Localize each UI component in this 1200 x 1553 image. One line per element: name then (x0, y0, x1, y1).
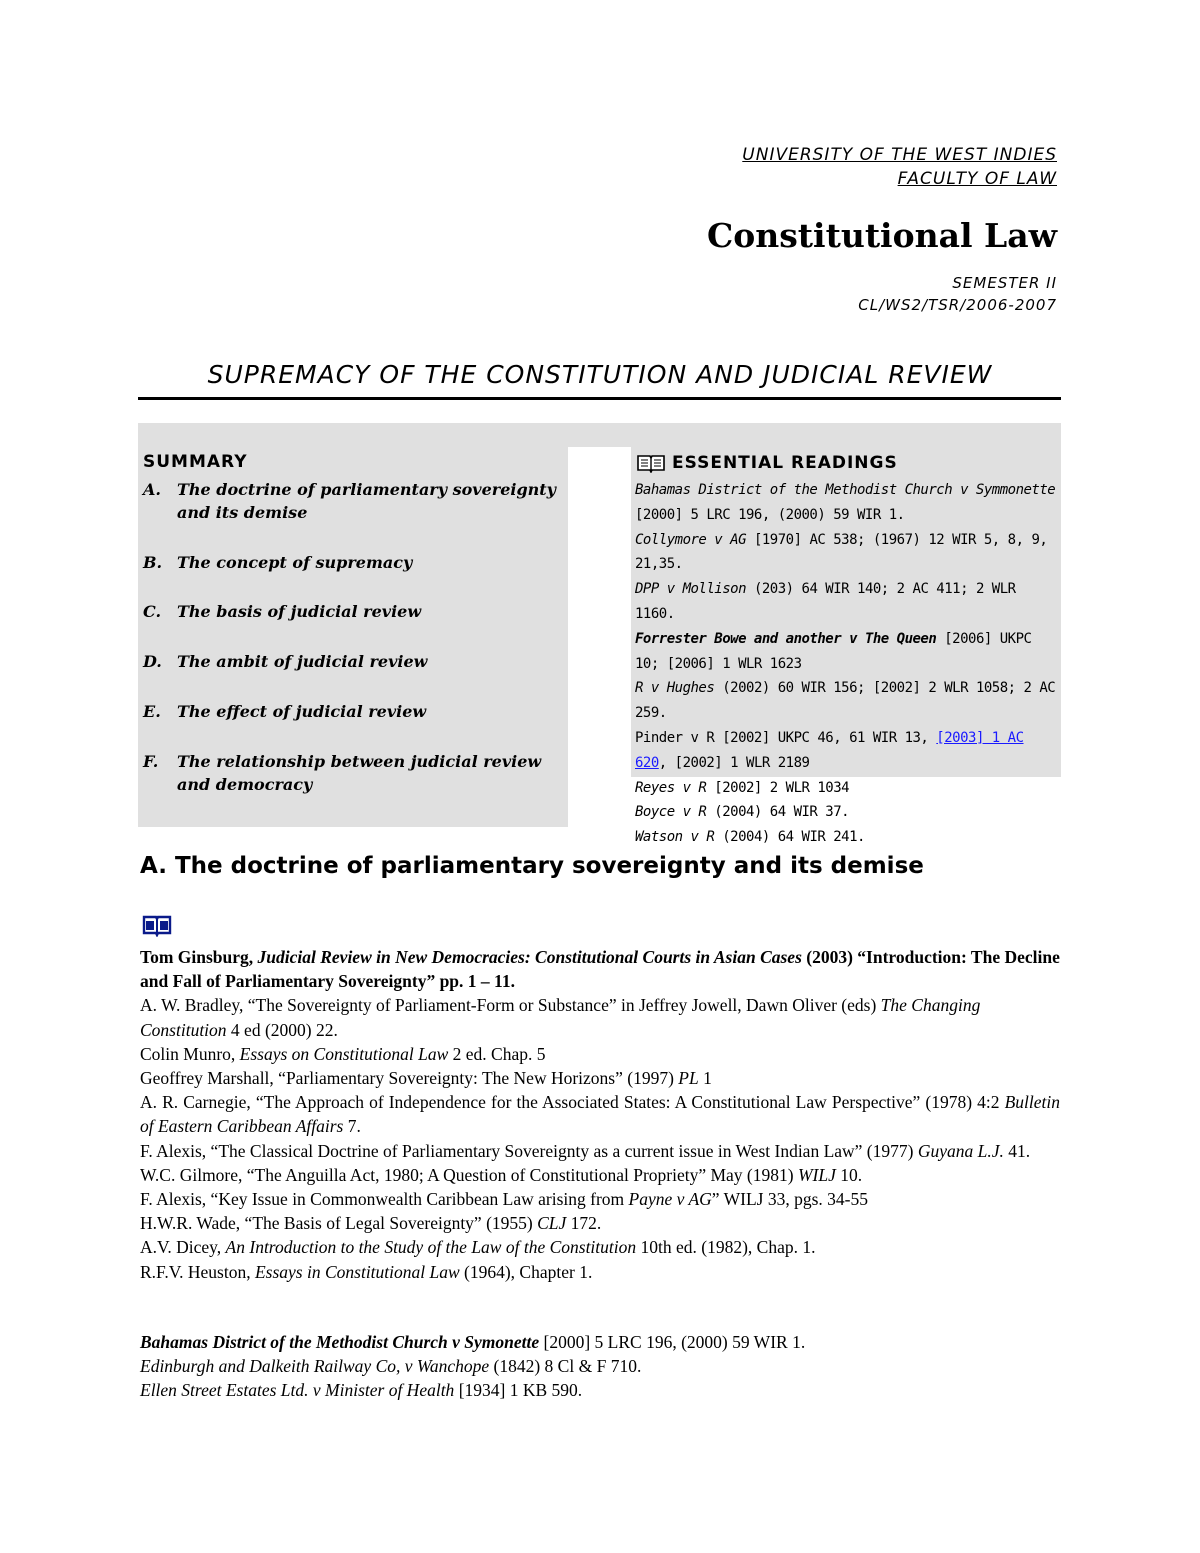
bibliography-item (140, 1042, 1060, 1066)
case-citation: (2004) 64 WIR 241. (714, 829, 865, 846)
case-name: Watson v R (635, 829, 715, 846)
bib-detail: 10th ed. (1982), Chap. 1. (636, 1237, 816, 1258)
bibliography-item (140, 1235, 1060, 1259)
case-text: Pinder v R [2002] UKPC 46, 61 WIR 13, (635, 729, 937, 746)
case-item (140, 1354, 1060, 1378)
case-name: Edinburgh and Dalkeith Railway Co, v Wanchope (140, 1356, 490, 1377)
reading-item (635, 528, 1058, 578)
summary-text: The basis of judicial review (177, 602, 422, 621)
bib-detail: 2 ed. Chap. 5 (448, 1043, 546, 1064)
summary-letter: A. (143, 480, 161, 499)
case-name: Collymore v AG (635, 531, 747, 548)
bib-title: Bulletin of Eastern Caribbean Affairs (140, 1092, 1060, 1137)
reading-item (635, 676, 1058, 726)
case-citation: (203) 64 WIR 140; 2 AC 411; 2 WLR 1160. (635, 581, 1016, 622)
case-citation: [2000] 5 LRC 196, (2000) 59 WIR 1. (539, 1332, 806, 1352)
case-name: Reyes v R (635, 779, 707, 796)
bib-author: R.F.V. Heuston, (140, 1261, 255, 1282)
case-citation: (1842) 8 Cl & F 710. (489, 1356, 642, 1377)
bib-title: PL (678, 1068, 699, 1089)
case-name: Bahamas District of the Methodist Church v Symonette (140, 1332, 540, 1352)
case-citation: (2004) 64 WIR 37. (706, 804, 850, 821)
bib-detail: 4 ed (2000) 22. (226, 1019, 338, 1040)
case-citation: [1970] AC 538; (1967) 12 WIR 5, 8, 9, 21,35. (635, 531, 1048, 573)
summary-text: The effect of judicial review (177, 702, 427, 721)
bib-title: Guyana L.J. (917, 1140, 1004, 1161)
summary-item (143, 700, 563, 723)
case-citation: [2006] UKPC 10; [2006] 1 WLR 1623 (635, 630, 1032, 672)
summary-letter: E. (143, 702, 161, 721)
reading-item (635, 577, 1058, 627)
book-icon (142, 913, 172, 937)
bib-title: An Introduction to the Study of the Law of the Constitution (225, 1237, 637, 1258)
summary-item (143, 551, 563, 574)
bib-detail: 10. (835, 1164, 863, 1185)
bib-author: F. Alexis, “Key Issue in Commonwealth Caribbean Law arising from (140, 1189, 629, 1210)
bib-author: Colin Munro, (140, 1043, 240, 1064)
bibliography-item (140, 1090, 1060, 1138)
reading-item (635, 776, 1058, 801)
bib-title: CLJ (537, 1213, 567, 1234)
bib-detail: 172. (566, 1213, 602, 1234)
institution-block (742, 143, 1057, 191)
summary-item (143, 750, 563, 796)
bibliography-item (140, 1260, 1060, 1284)
summary-letter: B. (143, 553, 163, 572)
readings-list (635, 478, 1058, 850)
semester-block (858, 272, 1057, 316)
bib-detail: 1 (698, 1068, 712, 1089)
summary-item (143, 650, 563, 673)
case-item (140, 1378, 1060, 1402)
bibliography-item (140, 993, 1060, 1041)
title-divider (138, 397, 1061, 400)
panel-gap (568, 447, 631, 778)
bib-author: W.C. Gilmore, “The Anguilla Act, 1980; A Question of Constitutional Propriety” May (1981) (140, 1164, 798, 1185)
summary-item (143, 478, 563, 524)
bibliography-item (140, 1139, 1060, 1163)
case-citation: , [2002] 1 WLR 2189 (658, 754, 810, 771)
summary-text: The concept of supremacy (177, 553, 413, 572)
case-item (140, 1330, 1060, 1354)
reading-item (635, 478, 1058, 528)
summary-text: The doctrine of parliamentary sovereignty and its demise (177, 480, 556, 522)
bib-title: Essays on Constitutional Law (239, 1043, 449, 1064)
case-name: Ellen Street Estates Ltd. v Minister of Health (140, 1380, 455, 1401)
case-name: Boyce v R (635, 804, 707, 821)
bib-detail: (1964), Chapter 1. (459, 1261, 593, 1282)
readings-heading-row (636, 453, 898, 473)
case-name: Bahamas District of the Methodist Church v Symmonette (635, 482, 1056, 498)
summary-letter: C. (143, 602, 162, 621)
bib-author: Geoffrey Marshall, “Parliamentary Sovereignty: The New Horizons” (1997) (140, 1068, 679, 1089)
summary-text: The relationship between judicial review and democracy (177, 752, 542, 794)
bibliography-item (140, 945, 1060, 993)
course-code: CL/WS2/TSR/2006-2007 (858, 296, 1057, 314)
case-name: R v Hughes (635, 680, 715, 697)
bib-title: Judicial Review in New Democracies: Constitutional Courts in Asian Cases (257, 947, 802, 967)
bib-title: WILJ (797, 1164, 836, 1185)
case-citation: (2002) 60 WIR 156; [2002] 2 WLR 1058; 2 AC 259. (635, 680, 1056, 722)
case-citation: [1934] 1 KB 590. (454, 1380, 583, 1401)
book-icon (636, 453, 666, 473)
bib-author: A. R. Carnegie, “The Approach of Independence for the Associated States: A Constitutional Law Perspective” (1978) 4:2 (140, 1092, 1005, 1113)
bib-detail: (2003) “Introduction: The Decline and Fall of Parliamentary Sovereignty” pp. 1 – 11. (140, 947, 1060, 992)
case-citation: [2002] 2 WLR 1034 (706, 779, 850, 796)
summary-heading: SUMMARY (143, 452, 248, 472)
readings-heading: ESSENTIAL READINGS (672, 453, 898, 473)
summary-item (143, 600, 563, 623)
citation-link[interactable]: [2003] 1 AC 620 (635, 729, 1024, 771)
course-title: Constitutional Law (706, 216, 1057, 255)
summary-text: The ambit of judicial review (177, 652, 428, 671)
faculty-name: FACULTY OF LAW (897, 169, 1057, 189)
bib-title: Essays in Constitutional Law (254, 1261, 460, 1282)
section-heading: A. The doctrine of parliamentary sovereignty and its demise (140, 853, 924, 879)
bib-author: Tom Ginsburg, (140, 947, 258, 967)
page-title: SUPREMACY OF THE CONSTITUTION AND JUDICIAL REVIEW (207, 360, 993, 389)
bibliography-list (140, 945, 1060, 1284)
case-name: DPP v Mollison (635, 581, 747, 598)
summary-letter: F. (143, 752, 159, 771)
case-list (140, 1330, 1060, 1403)
bib-title: The Changing Constitution (140, 995, 981, 1040)
bib-detail: 41. (1003, 1140, 1031, 1161)
bib-author: A. W. Bradley, “The Sovereignty of Parliament-Form or Substance” in Jeffrey Jowell, Dawn Oliver (eds) (140, 995, 881, 1016)
bibliography-item (140, 1187, 1060, 1211)
bib-author: H.W.R. Wade, “The Basis of Legal Sovereignty” (1955) (140, 1213, 538, 1234)
bibliography-item (140, 1211, 1060, 1235)
bib-title: Payne v AG (628, 1189, 712, 1210)
reading-item (635, 800, 1058, 825)
bibliography-item (140, 1066, 1060, 1090)
reading-item (635, 825, 1058, 850)
university-name: UNIVERSITY OF THE WEST INDIES (742, 145, 1057, 165)
bib-author: A.V. Dicey, (140, 1237, 226, 1258)
bibliography-item (140, 1163, 1060, 1187)
reading-item (635, 726, 1058, 776)
case-citation: [2000] 5 LRC 196, (2000) 59 WIR 1. (635, 506, 905, 523)
case-name: Forrester Bowe and another v The Queen (635, 630, 937, 647)
reading-item (635, 627, 1058, 677)
bib-author: F. Alexis, “The Classical Doctrine of Parliamentary Sovereignty as a current issue in West Indian Law” (1977) (140, 1140, 918, 1161)
summary-letter: D. (143, 652, 162, 671)
bib-detail: 7. (343, 1116, 361, 1137)
bib-detail: ” WILJ 33, pgs. 34-55 (711, 1189, 868, 1210)
semester-label: SEMESTER II (952, 274, 1057, 292)
